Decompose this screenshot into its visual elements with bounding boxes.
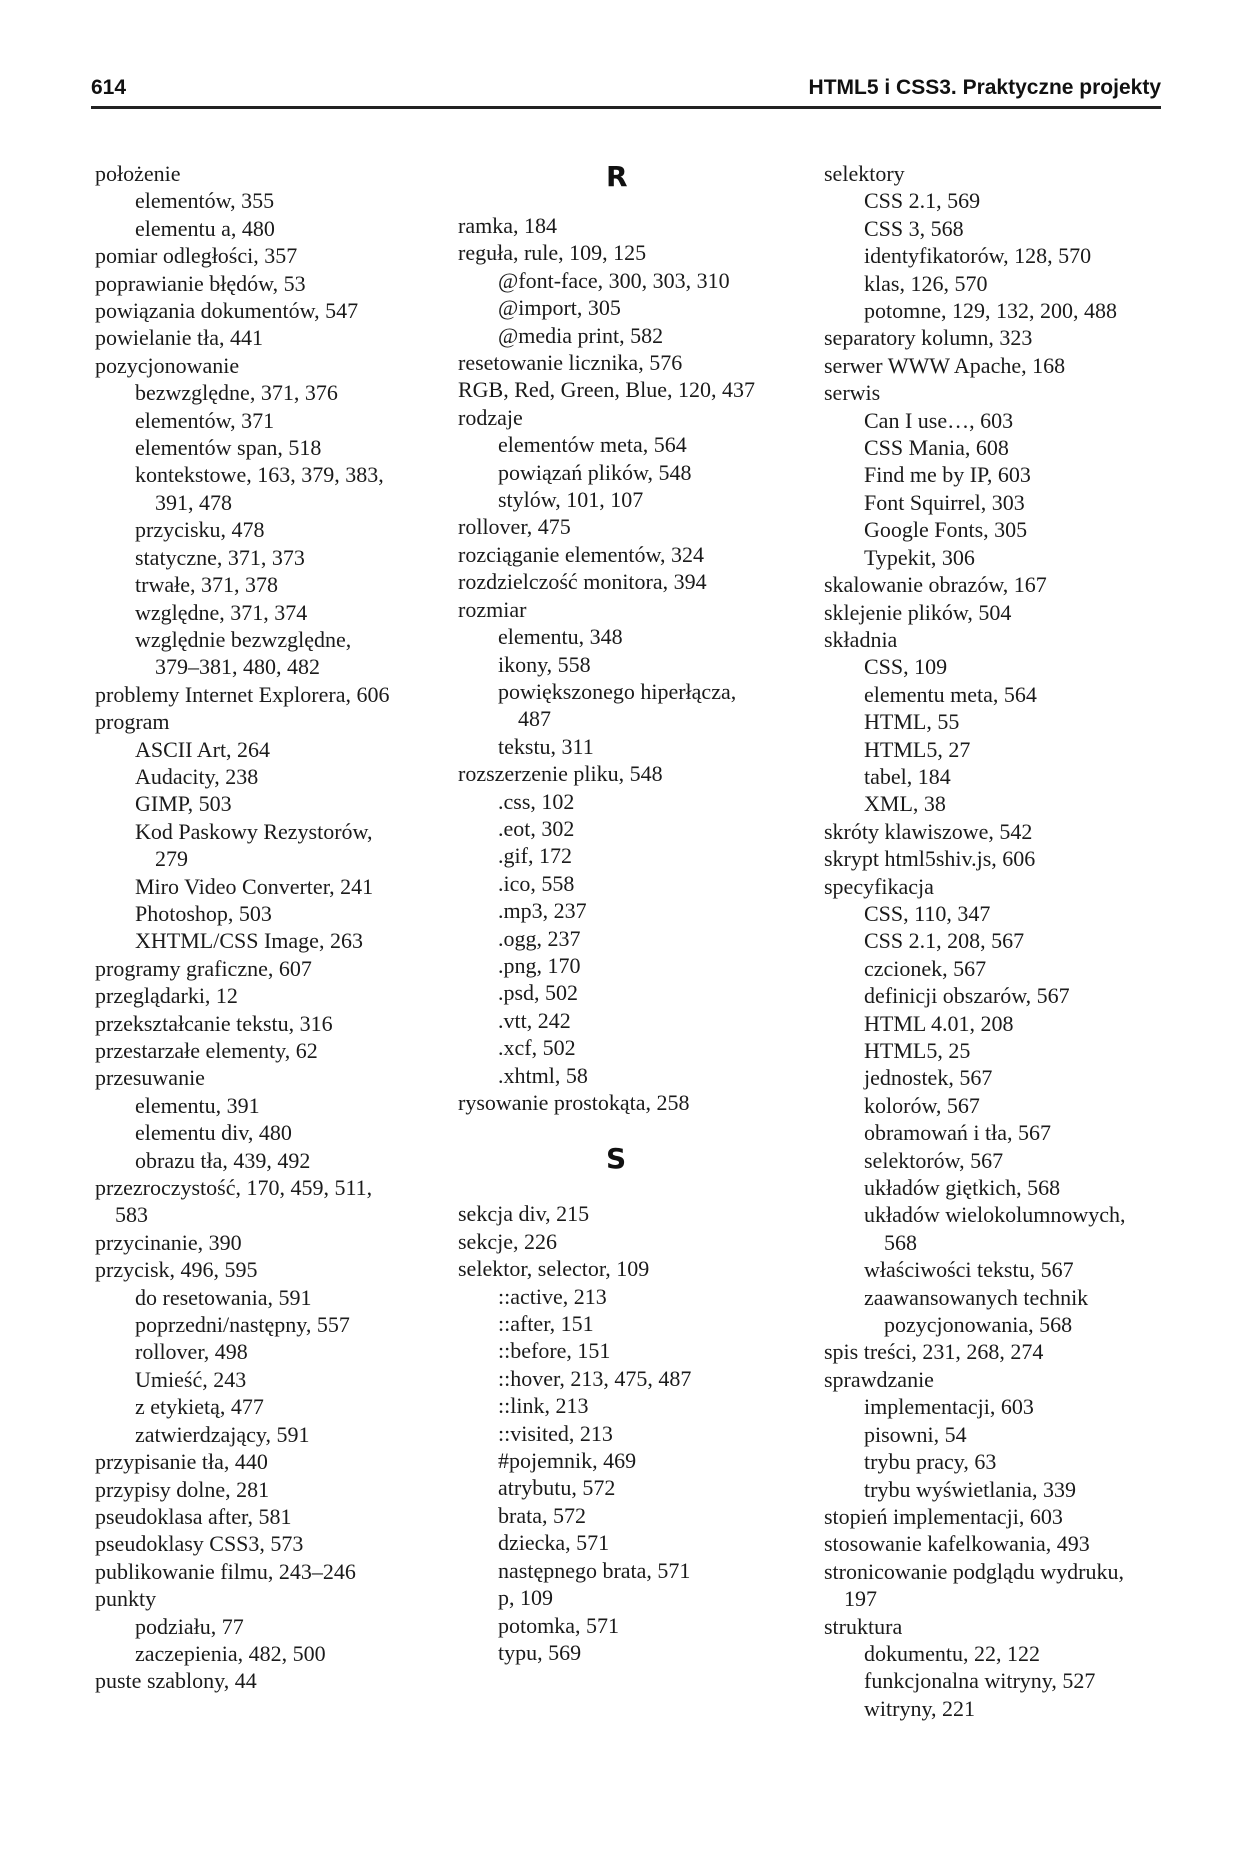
index-subentry: trybu wyświetlania, 339 <box>864 1476 1077 1502</box>
index-entry: sekcje, 226 <box>458 1228 557 1254</box>
index-entry: przeglądarki, 12 <box>95 983 238 1009</box>
index-subentry: klas, 126, 570 <box>864 270 988 296</box>
index-subentry: GIMP, 503 <box>135 791 232 817</box>
index-subentry: powiększonego hiperłącza, <box>498 678 737 704</box>
index-entry: składnia <box>824 626 898 652</box>
index-entry: pseudoklasa after, 581 <box>95 1503 292 1529</box>
index-subentry: obrazu tła, 439, 492 <box>135 1147 311 1173</box>
index-entry: przycinanie, 390 <box>95 1229 242 1255</box>
index-subentry: do resetowania, 591 <box>135 1284 312 1310</box>
index-entry: serwer WWW Apache, 168 <box>824 352 1066 378</box>
index-entry: przypisy dolne, 281 <box>95 1476 270 1502</box>
index-entry: przesuwanie <box>95 1065 205 1091</box>
index-column-2 <box>458 160 808 1666</box>
index-subentry: kontekstowe, 163, 379, 383, <box>135 462 384 488</box>
index-subentry: Photoshop, 503 <box>135 900 272 926</box>
index-entry: rysowanie prostokąta, 258 <box>458 1090 690 1115</box>
index-entry: rollover, 475 <box>458 514 571 540</box>
index-subentry: CSS 3, 568 <box>864 215 964 241</box>
index-entry: pseudoklasy CSS3, 573 <box>95 1531 304 1557</box>
index-subentry: CSS 2.1, 569 <box>864 188 981 214</box>
index-subentry: HTML 4.01, 208 <box>864 1010 1014 1036</box>
index-subentry: jednostek, 567 <box>864 1065 993 1091</box>
index-subentry: CSS 2.1, 208, 567 <box>864 928 1025 954</box>
index-entry: stopień implementacji, 603 <box>824 1503 1063 1529</box>
index-entry: sprawdzanie <box>824 1366 934 1392</box>
index-subentry: układów wielokolumnowych, <box>864 1202 1126 1228</box>
running-header <box>91 76 1161 108</box>
index-subentry: elementu, 348 <box>498 624 623 650</box>
index-subentry: elementu a, 480 <box>135 215 275 241</box>
index-entry: rozdzielczość monitora, 394 <box>458 569 707 595</box>
index-entry: reguła, rule, 109, 125 <box>458 240 647 266</box>
index-subentry: 279 <box>155 846 188 872</box>
index-subentry: implementacji, 603 <box>864 1394 1034 1420</box>
index-subentry: rollover, 498 <box>135 1339 248 1365</box>
index-subentry: ASCII Art, 264 <box>135 736 271 762</box>
index-subentry: ::hover, 213, 475, 487 <box>498 1365 692 1391</box>
index-subentry: .eot, 302 <box>498 815 575 841</box>
index-subentry: witryny, 221 <box>864 1695 976 1721</box>
index-subentry: Typekit, 306 <box>864 544 975 570</box>
index-entry: programy graficzne, 607 <box>95 955 312 981</box>
index-entry: selektor, selector, 109 <box>458 1256 650 1282</box>
index-entry: program <box>95 709 170 735</box>
index-subentry: XML, 38 <box>864 791 946 817</box>
index-subentry: Google Fonts, 305 <box>864 517 1028 543</box>
index-entry: struktura <box>824 1613 903 1639</box>
index-subentry: potomka, 571 <box>498 1612 619 1638</box>
index-entry: resetowanie licznika, 576 <box>458 350 683 376</box>
section-letter-s: S <box>606 1142 627 1176</box>
index-entry: RGB, Red, Green, Blue, 120, 437 <box>458 377 755 403</box>
index-column-1 <box>95 160 455 1695</box>
index-subentry: ::link, 213 <box>498 1393 589 1419</box>
index-subentry: .xcf, 502 <box>498 1035 576 1061</box>
index-subentry: przycisku, 478 <box>135 517 265 543</box>
index-subentry: CSS Mania, 608 <box>864 435 1009 461</box>
index-entry: specyfikacja <box>824 873 934 899</box>
index-subentry: pozycjonowania, 568 <box>884 1312 1073 1338</box>
index-subentry: Kod Paskowy Rezystorów, <box>135 818 373 844</box>
index-subentry: Font Squirrel, 303 <box>864 489 1025 515</box>
index-subentry: stylów, 101, 107 <box>498 487 644 513</box>
index-entry: ramka, 184 <box>458 213 557 238</box>
index-subentry: trwałe, 371, 378 <box>135 572 278 598</box>
index-subentry: funkcjonalna witryny, 527 <box>864 1668 1096 1694</box>
index-entry: problemy Internet Explorera, 606 <box>95 681 390 707</box>
index-subentry: definicji obszarów, 567 <box>864 983 1070 1009</box>
index-entry: przekształcanie tekstu, 316 <box>95 1010 333 1036</box>
index-subentry: podziału, 77 <box>135 1613 244 1639</box>
index-subentry: trybu pracy, 63 <box>864 1449 997 1475</box>
index-subentry: elementu, 391 <box>135 1092 260 1118</box>
index-subentry: pisowni, 54 <box>864 1421 967 1447</box>
index-subentry: HTML, 55 <box>864 709 960 735</box>
index-entry: spis treści, 231, 268, 274 <box>824 1339 1044 1365</box>
book-title: HTML5 i CSS3. Praktyczne projekty <box>808 76 1161 99</box>
index-subentry: elementu meta, 564 <box>864 681 1037 707</box>
index-subentry: identyfikatorów, 128, 570 <box>864 243 1092 269</box>
index-subentry: zaczepienia, 482, 500 <box>135 1640 326 1666</box>
section-letter-r: R <box>606 160 628 193</box>
index-subentry: 487 <box>518 706 551 732</box>
index-entry: puste szablony, 44 <box>95 1668 257 1694</box>
index-subentry: ::visited, 213 <box>498 1420 613 1446</box>
index-entry: separatory kolumn, 323 <box>824 325 1033 351</box>
index-subentry: .mp3, 237 <box>498 898 587 924</box>
index-entry: serwis <box>824 380 881 406</box>
index-subentry: tekstu, 311 <box>498 733 594 759</box>
index-entry: położenie <box>95 161 181 186</box>
index-subentry: tabel, 184 <box>864 763 951 789</box>
index-subentry: brata, 572 <box>498 1502 586 1528</box>
index-subentry: Audacity, 238 <box>135 763 259 789</box>
index-subentry: HTML5, 27 <box>864 736 971 762</box>
index-subentry: .vtt, 242 <box>498 1007 571 1033</box>
index-subentry: ikony, 558 <box>498 651 591 677</box>
index-subentry: powiązań plików, 548 <box>498 459 692 485</box>
index-entry: pomiar odległości, 357 <box>95 243 298 269</box>
index-subentry: @font-face, 300, 303, 310 <box>498 267 730 293</box>
index-subentry: następnego brata, 571 <box>498 1557 691 1583</box>
index-subentry: .ogg, 237 <box>498 925 581 951</box>
index-subentry: obramowań i tła, 567 <box>864 1120 1051 1146</box>
index-entry: punkty <box>95 1586 157 1612</box>
index-entry: rodzaje <box>458 404 523 430</box>
index-subentry: zatwierdzający, 591 <box>135 1421 310 1447</box>
index-subentry: elementów span, 518 <box>135 435 322 461</box>
index-entry: skróty klawiszowe, 542 <box>824 818 1033 844</box>
index-subentry: elementu div, 480 <box>135 1120 292 1146</box>
index-subentry: p, 109 <box>498 1585 553 1611</box>
index-subentry: 391, 478 <box>155 489 232 515</box>
index-entry: 197 <box>844 1586 877 1612</box>
index-subentry: .xhtml, 58 <box>498 1062 588 1088</box>
index-entry: selektory <box>824 161 905 186</box>
index-subentry: czcionek, 567 <box>864 955 987 981</box>
index-subentry: dokumentu, 22, 122 <box>864 1640 1040 1666</box>
index-subentry: bezwzględne, 371, 376 <box>135 380 338 406</box>
index-subentry: poprzedni/następny, 557 <box>135 1312 350 1338</box>
index-subentry: względnie bezwzględne, <box>135 626 352 652</box>
page-number: 614 <box>91 76 127 99</box>
index-entry: przypisanie tła, 440 <box>95 1449 268 1475</box>
index-subentry: .psd, 502 <box>498 980 579 1006</box>
index-subentry: @import, 305 <box>498 295 621 321</box>
index-entry: powielanie tła, 441 <box>95 325 264 351</box>
index-entry: przezroczystość, 170, 459, 511, <box>95 1175 373 1201</box>
index-entry: stosowanie kafelkowania, 493 <box>824 1531 1090 1557</box>
header-rule <box>91 106 1161 109</box>
index-subentry: Can I use…, 603 <box>864 407 1014 433</box>
index-subentry: 379–381, 480, 482 <box>155 654 320 680</box>
index-subentry: .png, 170 <box>498 952 581 978</box>
index-subentry: .css, 102 <box>498 788 575 814</box>
index-subentry: z etykietą, 477 <box>135 1394 264 1420</box>
index-entry: publikowanie filmu, 243–246 <box>95 1558 356 1584</box>
index-subentry: względne, 371, 374 <box>135 599 308 625</box>
index-entry: przestarzałe elementy, 62 <box>95 1038 318 1063</box>
index-subentry: selektorów, 567 <box>864 1147 1004 1173</box>
index-subentry: XHTML/CSS Image, 263 <box>135 928 363 954</box>
index-entry: pozycjonowanie <box>95 352 240 378</box>
index-subentry: CSS, 110, 347 <box>864 900 991 926</box>
index-entry: rozciąganie elementów, 324 <box>458 541 704 567</box>
index-subentry: .ico, 558 <box>498 870 575 896</box>
index-subentry: .gif, 172 <box>498 843 572 869</box>
index-subentry: elementów, 371 <box>135 407 275 433</box>
index-subentry: elementów, 355 <box>135 188 275 214</box>
index-subentry: CSS, 109 <box>864 654 948 680</box>
index-subentry: Miro Video Converter, 241 <box>135 873 374 899</box>
index-entry: stronicowanie podglądu wydruku, <box>824 1558 1124 1584</box>
index-subentry: elementów meta, 564 <box>498 432 687 458</box>
index-subentry: Find me by IP, 603 <box>864 462 1031 488</box>
index-subentry: atrybutu, 572 <box>498 1475 616 1501</box>
index-subentry: ::before, 151 <box>498 1338 611 1364</box>
index-entry: sekcja div, 215 <box>458 1201 590 1227</box>
index-subentry: zaawansowanych technik <box>864 1284 1089 1310</box>
index-subentry: @media print, 582 <box>498 322 664 348</box>
index-subentry: układów giętkich, 568 <box>864 1175 1061 1201</box>
index-subentry: potomne, 129, 132, 200, 488 <box>864 298 1117 324</box>
index-subentry: kolorów, 567 <box>864 1092 980 1118</box>
index-subentry: ::after, 151 <box>498 1311 594 1337</box>
index-column-3 <box>824 160 1169 1722</box>
index-entry: skrypt html5shiv.js, 606 <box>824 846 1036 872</box>
index-entry: poprawianie błędów, 53 <box>95 270 306 296</box>
index-subentry: statyczne, 371, 373 <box>135 544 305 570</box>
index-subentry: 568 <box>884 1229 917 1255</box>
index-subentry: ::active, 213 <box>498 1283 607 1309</box>
index-subentry: dziecka, 571 <box>498 1530 610 1556</box>
index-entry: 583 <box>115 1202 148 1228</box>
index-subentry: właściwości tekstu, 567 <box>864 1257 1074 1283</box>
index-subentry: Umieść, 243 <box>135 1366 247 1392</box>
index-entry: sklejenie plików, 504 <box>824 599 1012 625</box>
index-entry: rozszerzenie pliku, 548 <box>458 761 663 787</box>
index-entry: powiązania dokumentów, 547 <box>95 298 359 324</box>
index-subentry: HTML5, 25 <box>864 1038 971 1063</box>
index-entry: rozmiar <box>458 596 527 622</box>
index-subentry: #pojemnik, 469 <box>498 1448 637 1474</box>
index-entry: przycisk, 496, 595 <box>95 1257 258 1283</box>
index-entry: skalowanie obrazów, 167 <box>824 572 1047 598</box>
index-subentry: typu, 569 <box>498 1639 582 1665</box>
